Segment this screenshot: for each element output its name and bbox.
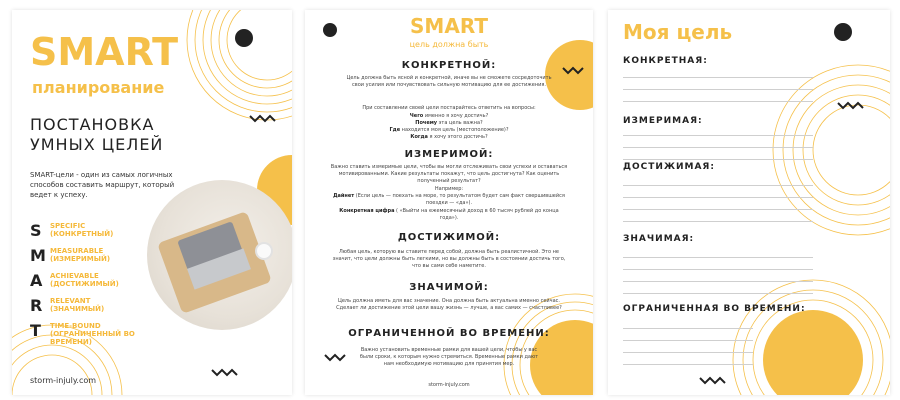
section-relevant-heading: ЗНАЧИМОЙ:: [409, 282, 489, 293]
page2-footer: storm-injuly.com: [428, 382, 470, 388]
letter-m-sub: (ИЗМЕРИМЫЙ): [50, 255, 111, 263]
letter-t: T: [30, 321, 41, 340]
question-1-text: именно я хочу достичь?: [423, 113, 489, 119]
example-2-bold: Конкретная цифра: [339, 208, 395, 214]
example-1-text: (Если цель — поехать на море, то результатом будет сам факт свершившейся поездки — «да»).: [354, 193, 565, 206]
question-2-bold: Почему: [415, 120, 438, 126]
field-specific-label: КОНКРЕТНАЯ:: [623, 56, 708, 66]
section-measurable-example: Например:: [434, 186, 464, 192]
question-3-bold: Где: [389, 127, 401, 133]
field-achievable-label: ДОСТИЖИМАЯ:: [623, 162, 715, 172]
question-1: [335, 113, 563, 120]
page-smart-goal-criteria: [305, 10, 593, 395]
section-achievable-heading: ДОСТИЖИМОЙ:: [397, 232, 501, 243]
question-2-text: эта цель важна?: [437, 120, 483, 126]
page1-subtitle: планирование: [32, 78, 165, 97]
section-measurable-heading: ИЗМЕРИМОЙ:: [404, 149, 494, 160]
letter-s-sub: (КОНКРЕТНЫЙ): [50, 230, 114, 238]
section-specific-body2: При составлении своей цели постарайтесь ответить на вопросы:: [362, 105, 536, 111]
decorative-arcs-3: [608, 10, 890, 395]
letter-r-sub: (ЗНАЧИМЫЙ): [50, 305, 105, 313]
letter-s: S: [30, 221, 42, 240]
page1-heading-line2: УМНЫХ ЦЕЛЕЙ: [30, 135, 164, 154]
section-specific-body: Цель должна быть ясной и конкретной, иначе вы не сможете сосредоточить свои усилия или почувствовать сильную мотивацию для ее достижения.: [346, 75, 552, 88]
laptop-photo: [147, 180, 292, 330]
question-4-text: я хочу этого достичь?: [427, 134, 488, 140]
section-specific-heading: КОНКРЕТНОЙ:: [401, 60, 497, 71]
page1-title: SMART: [30, 30, 179, 74]
letter-row-a: [30, 272, 150, 297]
section-measurable-body: Важно ставить измеримые цели, чтобы вы могли отслеживать свои успехи и оставаться мотивированными. Какие результаты покажут, что цель достигнута? Как оценить полученный результат?: [330, 164, 568, 184]
example-1-bold: Дайнет: [333, 193, 355, 199]
page2-title: SMART: [410, 14, 488, 38]
section-timebound-heading: ОГРАНИЧЕННОЙ ВО ВРЕМЕНИ:: [348, 328, 550, 339]
question-2: [335, 120, 563, 127]
example-1: [330, 193, 568, 207]
letter-r: R: [30, 296, 43, 315]
section-achievable-body: Любая цель, которую вы ставите перед собой, должна быть реалистичной. Это не значит, что цели должны быть легкими, но вы должны быть в состоянии достичь того, что вы сами себе наметите.: [332, 249, 566, 269]
question-4-bold: Когда: [410, 134, 428, 140]
example-2: [330, 208, 568, 222]
page3-title: Моя цель: [623, 20, 733, 44]
section-relevant-body: Цель должна иметь для вас значение. Она должна быть актуальна именно сейчас. Сделает ли достижение этой цели вашу жизнь — лучше, а вас самих — счастливее?: [336, 298, 562, 311]
section-timebound-body: Важно установить временные рамки для вашей цели, чтобы у вас были сроки, к которым нужно стремиться. Временные рамки дают нам необходимую мотивацию для принятия мер.: [359, 347, 539, 367]
letter-row-r: [30, 297, 150, 322]
field-measurable-label: ИЗМЕРИМАЯ:: [623, 116, 703, 126]
page1-intro: SMART-цели - один из самых логичных способов составить маршрут, который ведет к успеху.: [30, 171, 175, 199]
letter-t-sub: (ОГРАНИЧЕННЫЙ ВО ВРЕМЕНИ): [50, 330, 135, 346]
field-timebound-label: ОГРАНИЧЕННАЯ ВО ВРЕМЕНИ:: [623, 304, 806, 314]
page2-subtitle: цель должна быть: [409, 40, 489, 49]
letter-a: A: [30, 271, 43, 290]
letter-row-t: [30, 322, 150, 352]
letter-m-label: MEASURABLE: [50, 247, 104, 255]
letter-m: M: [30, 246, 46, 265]
page-smart-planning: [12, 10, 292, 395]
letter-row-m: [30, 247, 150, 272]
page-my-goal-worksheet: [608, 10, 890, 395]
example-2-text: ( «Выйти на ежемесячный доход в 60 тысяч рублей до конца года»).: [394, 208, 559, 221]
question-4: [335, 134, 563, 141]
page1-footer: storm-injuly.com: [30, 376, 97, 385]
letter-a-sub: (ДОСТИЖИМЫЙ): [50, 280, 119, 288]
letter-row-s: [30, 222, 150, 247]
letter-s-label: SPECIFIC: [50, 222, 86, 230]
letter-r-label: RELEVANT: [50, 297, 91, 305]
question-3-text: находится моя цель (местоположение)?: [400, 127, 509, 133]
letter-a-label: ACHIEVABLE: [50, 272, 99, 280]
smart-letter-list: [30, 222, 150, 352]
field-relevant-label: ЗНАЧИМАЯ:: [623, 234, 695, 244]
letter-t-label: TIME-BOUND: [50, 322, 101, 330]
question-1-bold: Чего: [409, 113, 424, 119]
page1-heading-line1: ПОСТАНОВКА: [30, 115, 155, 134]
question-3: [335, 127, 563, 134]
